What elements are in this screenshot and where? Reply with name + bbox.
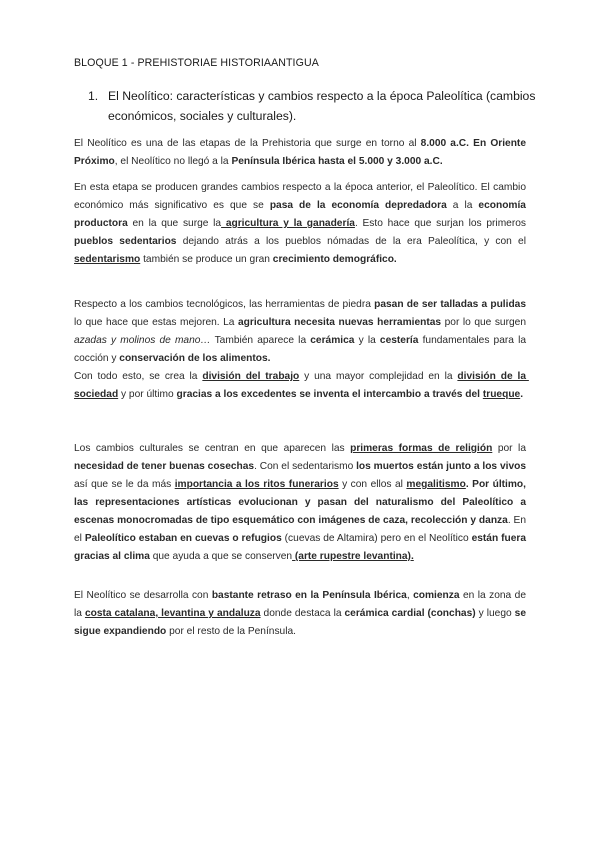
text-run: a la <box>446 200 479 211</box>
text-run: (arte rupestre levantina). <box>292 551 414 562</box>
text-run: cestería <box>379 335 419 346</box>
paragraph-economic-changes <box>74 179 529 269</box>
text-run: por lo que surgen <box>441 317 529 328</box>
text-run: conservación de los alimentos. <box>119 353 271 364</box>
paragraph-cultural-changes <box>74 440 529 566</box>
text-run: y por último <box>118 389 177 400</box>
paragraph-social-changes <box>74 368 529 404</box>
text-run: pasa de la economía depredadora <box>269 200 447 211</box>
text-run: El Neolítico se desarrolla con <box>74 590 212 601</box>
text-run: azadas y molinos de mano… <box>74 335 211 346</box>
text-run: pueblos sedentarios <box>74 236 177 247</box>
text-run: Respecto a los cambios tecnológicos, las herramientas de piedra <box>74 299 375 310</box>
text-run: bastante retraso en la Península Ibérica <box>211 590 407 601</box>
text-run: en la zona de la <box>74 590 529 619</box>
text-run: 8.000 a.C. En Oriente Próximo <box>74 138 529 167</box>
paragraph-iberian-neolithic <box>74 587 529 641</box>
text-run: fundamentales para la cocción y <box>74 335 529 364</box>
text-run: necesidad de tener buenas cosechas <box>74 461 255 472</box>
text-run: donde destaca la <box>260 608 345 619</box>
text-run: megalitismo <box>406 479 466 490</box>
text-run: , <box>406 590 414 601</box>
text-run: (cuevas de Altamira) pero en el Neolítico <box>281 533 472 544</box>
text-run: y con ellos al <box>338 479 407 490</box>
text-run: El Neolítico es una de las etapas de la Prehistoria que surge en torno al <box>74 138 421 149</box>
text-run: cerámica <box>310 335 355 346</box>
text-run: Con todo esto, se crea la <box>74 371 203 382</box>
text-run: primeras formas de religión <box>350 443 493 454</box>
text-run: En esta etapa se producen grandes cambios respecto a la época anterior, el Paleolítico. El cambio económico más significativo es que se <box>74 182 529 211</box>
text-run: agricultura necesita nuevas herramientas <box>238 317 442 328</box>
section-heading <box>88 86 548 126</box>
text-run: agricultura y la ganadería <box>221 218 355 229</box>
text-run: en la que surge la <box>127 218 222 229</box>
text-run: los muertos están junto a los vivos <box>356 461 526 472</box>
text-run: y luego <box>475 608 515 619</box>
text-run: que ayuda a que se conserven <box>149 551 293 562</box>
text-run: sedentarismo <box>74 254 141 265</box>
text-run: . Con el sedentarismo <box>254 461 357 472</box>
text-run: importancia a los ritos funerarios <box>174 479 339 490</box>
text-run: pasan de ser talladas a pulidas <box>374 299 527 310</box>
text-run: lo que hace que estas mejoren. La <box>74 299 529 328</box>
section-title: El Neolítico: características y cambios respecto a la época Paleolítica (cambios económicos, sociales y culturales). <box>108 89 536 123</box>
text-run: trueque <box>482 389 521 400</box>
text-run: dejando atrás a los pueblos nómadas de la era Paleolítica, y con el <box>176 236 529 247</box>
text-run: economía productora <box>74 200 529 229</box>
text-run: Los cambios culturales se centran en que aparecen las <box>74 443 351 454</box>
text-run: están fuera gracias al clima <box>74 533 529 562</box>
text-run: se sigue expandiendo <box>74 608 529 637</box>
text-run: crecimiento demográfico. <box>272 254 397 265</box>
paragraph-technological-changes <box>74 296 529 368</box>
text-run: . <box>520 389 524 400</box>
text-run: Península Ibérica hasta el 5.000 y 3.000 a.C. <box>231 156 443 167</box>
section-number: 1. <box>88 89 99 103</box>
text-run: También aparece la <box>210 335 311 346</box>
text-run: y la <box>354 335 380 346</box>
text-run: por el resto de la Península. <box>166 626 296 637</box>
text-run: comienza <box>413 590 460 601</box>
text-run: división del trabajo <box>202 371 300 382</box>
text-run: así que se le da más <box>74 461 529 490</box>
text-run: . Por último, las representaciones artísticas evolucionan y pasan del naturalismo del Paleolítico a escenas monocromadas de tipo esquemático con imágenes de caza, recolección y danza <box>74 479 529 526</box>
text-run: y una mayor complejidad en la <box>299 371 458 382</box>
block-heading: BLOQUE 1 - PREHISTORIAE HISTORIAANTIGUA <box>74 57 319 69</box>
text-run: también se produce un gran <box>140 254 273 265</box>
paragraph-intro <box>74 135 529 171</box>
text-run: cerámica cardial (conchas) <box>344 608 476 619</box>
text-run: costa catalana, levantina y andaluza <box>84 608 261 619</box>
text-run: división de la sociedad <box>74 371 529 400</box>
text-run: . En el <box>74 515 529 544</box>
text-run: . Esto hace que surjan los primeros <box>354 218 529 229</box>
text-run: por la <box>492 443 529 454</box>
text-run: Paleolítico estaban en cuevas o refugios <box>84 533 282 544</box>
text-run: gracias a los excedentes se inventa el intercambio a través del <box>176 389 483 400</box>
text-run: , el Neolítico no llegó a la <box>114 156 232 167</box>
